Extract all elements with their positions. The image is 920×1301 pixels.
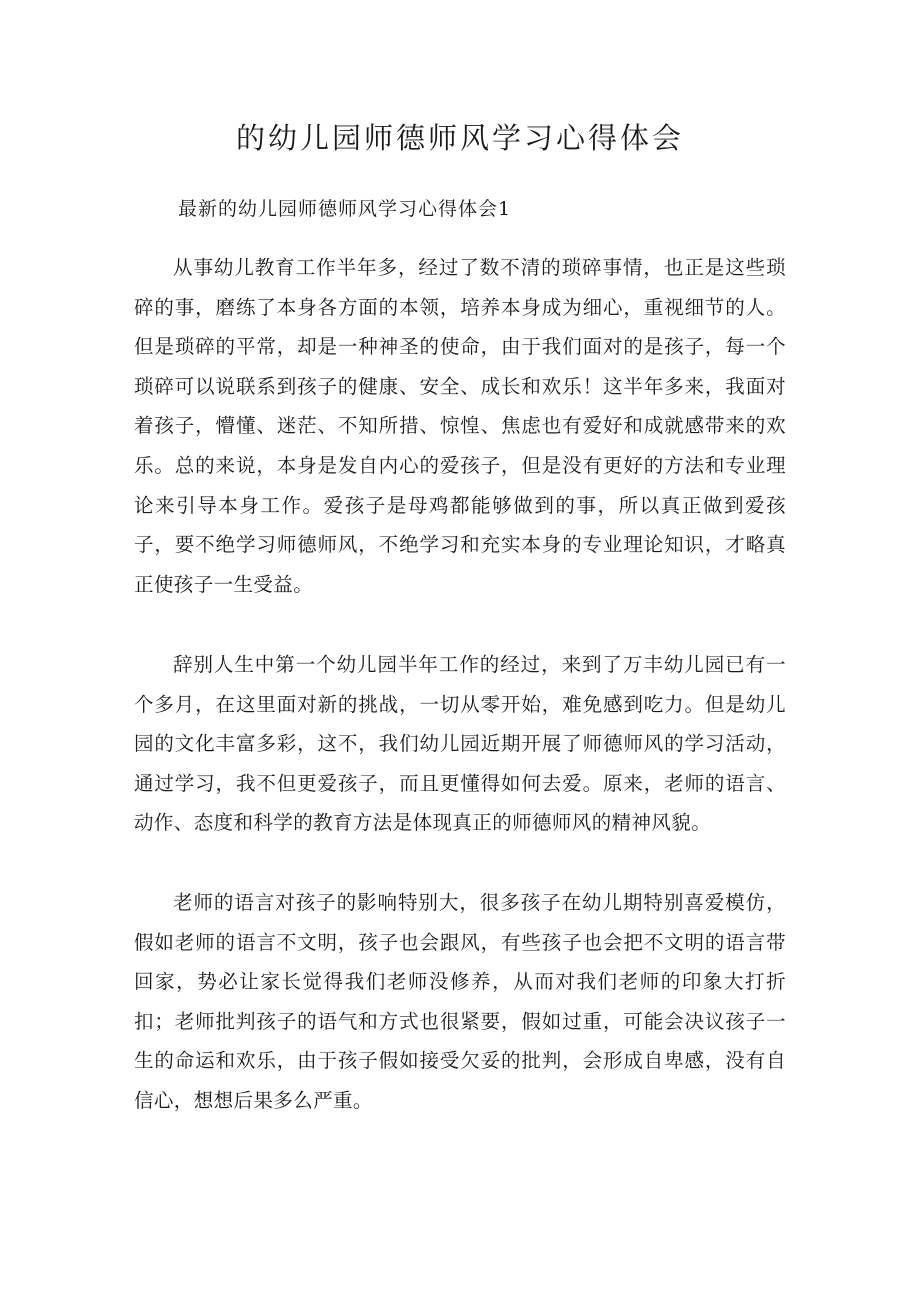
paragraph-2: 辞别人生中第一个幼儿园半年工作的经过，来到了万丰幼儿园已有一个多月，在这里面对新的挑战，一切从零开始，难免感到吃力。但是幼儿园的文化丰富多彩，这不，我们幼儿园近期开展了师德师风的学习活动，通过学习，我不但更爱孩子，而且更懂得如何去爱。原来，老师的语言、动作、态度和科学的教育方法是体现真正的师德师风的精神风貌。 (134, 653, 786, 835)
document-title: 的幼儿园师德师风学习心得体会 (235, 121, 684, 155)
paragraph-1: 从事幼儿教育工作半年多，经过了数不清的琐碎事情，也正是这些琐碎的事，磨练了本身各方面的本领，培养本身成为细心，重视细节的人。但是琐碎的平常，却是一种神圣的使命，由于我们面对的是孩子，每一个琐碎可以说联系到孩子的健康、安全、成长和欢乐！这半年多来，我面对着孩子，懵懂、迷茫、不知所措、惊惶、焦虑也有爱好和成就感带来的欢乐。总的来说，本身是发自内心的爱孩子，但是没有更好的方法和专业理论来引导本身工作。爱孩子是母鸡都能够做到的事，所以真正做到爱孩子，要不绝学习师德师风，不绝学习和充实本身的专业理论知识，才略真正使孩子一生受益。 (134, 256, 786, 596)
section-subtitle: 最新的幼儿园师德师风学习心得体会1 (178, 198, 512, 220)
paragraph-3: 老师的语言对孩子的影响特别大，很多孩子在幼儿期特别喜爱模仿，假如老师的语言不文明，孩子也会跟风，有些孩子也会把不文明的语言带回家，势必让家长觉得我们老师没修养，从而对我们老师的印象大打折扣；老师批判孩子的语气和方式也很紧要，假如过重，可能会决议孩子一生的命运和欢乐，由于孩子假如接受欠妥的批判，会形成自卑感，没有自信心，想想后果多么严重。 (134, 891, 786, 1112)
